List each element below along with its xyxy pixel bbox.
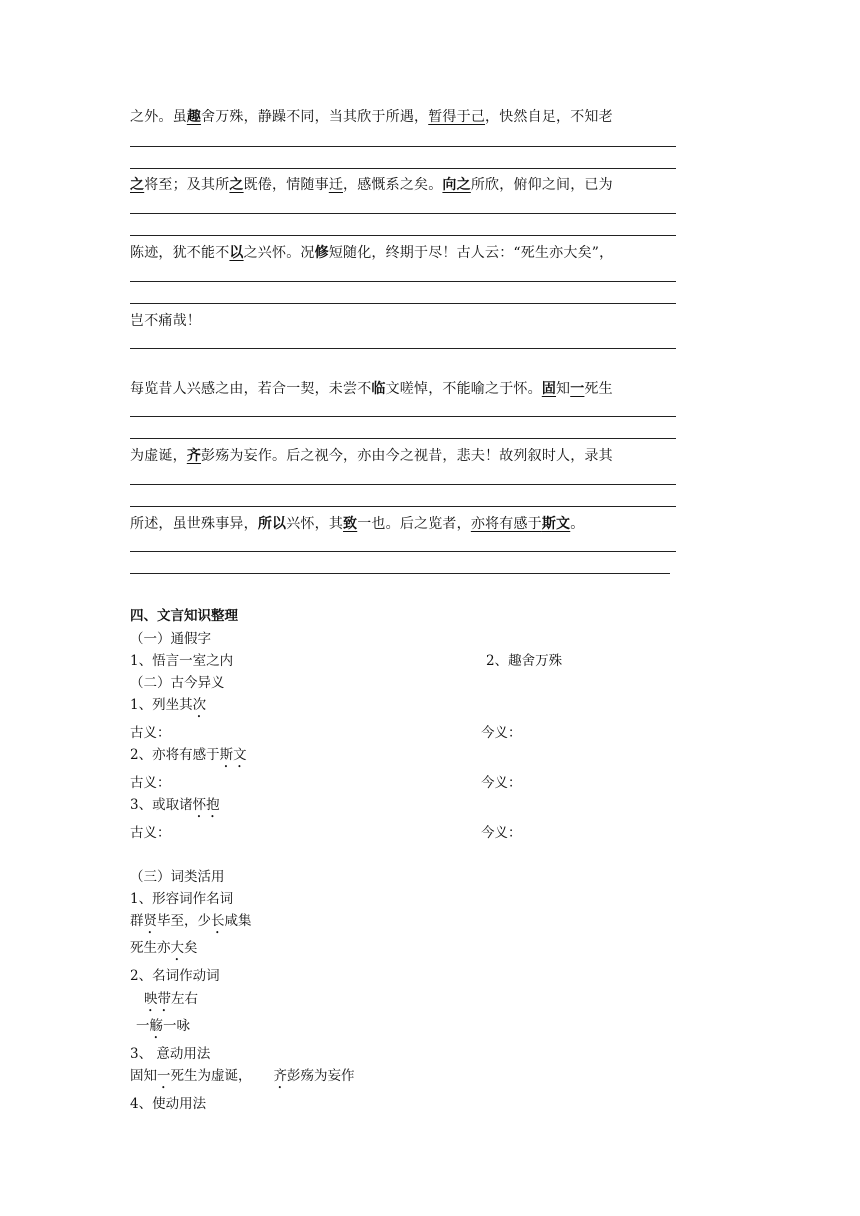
text: 彭殇为妄作 bbox=[287, 1068, 355, 1084]
key-word: 所以 bbox=[257, 516, 287, 532]
tongjia-item-2: 2、趣舍万殊 bbox=[486, 653, 563, 669]
dotted-word: 一 bbox=[157, 1068, 171, 1084]
text: 2、亦将有感于 bbox=[130, 747, 220, 763]
cilei-sub-2: 2、名词作动词 bbox=[130, 968, 220, 984]
gu-label: 古义： bbox=[130, 775, 171, 791]
writing-rule bbox=[130, 303, 676, 304]
text: 死生为虚诞， bbox=[170, 1068, 252, 1084]
dotted-word: 怀抱 bbox=[192, 797, 220, 813]
cilei-example bbox=[130, 1064, 355, 1092]
cilei-sub-3: 3、 意动用法 bbox=[130, 1046, 211, 1062]
writing-rule bbox=[130, 168, 676, 169]
key-word: 之 bbox=[130, 177, 145, 193]
dotted-word: 大 bbox=[170, 940, 184, 956]
key-word: 趣 bbox=[186, 109, 202, 125]
key-word: 迁 bbox=[328, 177, 344, 193]
key-word: 向之 bbox=[442, 177, 471, 193]
writing-rule bbox=[130, 573, 670, 574]
writing-rule bbox=[130, 438, 676, 439]
text: ，快然自足，不知老 bbox=[485, 109, 613, 125]
text: 群 bbox=[130, 913, 144, 929]
text: 1、列坐其 bbox=[130, 697, 193, 713]
text: 知 bbox=[556, 381, 571, 397]
dotted-word: 觞 bbox=[149, 1018, 163, 1034]
jin-label: 今义： bbox=[481, 775, 522, 791]
text: 一 bbox=[136, 1018, 150, 1034]
cilei-example bbox=[130, 936, 198, 964]
text: 短随化，终期于尽！古人云：“死生亦大矣”， bbox=[328, 245, 614, 261]
passage-line-3 bbox=[130, 242, 613, 262]
gujin-item-1 bbox=[130, 693, 206, 721]
dotted-word: 带 bbox=[157, 991, 171, 1007]
writing-rule bbox=[130, 146, 676, 147]
key-word: 斯文 bbox=[541, 516, 571, 532]
writing-rule bbox=[130, 235, 676, 236]
writing-rule bbox=[130, 348, 676, 349]
text: 舍万殊，静躁不同，当其欣于所遇， bbox=[201, 109, 429, 125]
passage-line-7 bbox=[130, 513, 584, 533]
cilei-sub-4: 4、使动用法 bbox=[130, 1096, 207, 1112]
subsection-title: （三）词类活用 bbox=[130, 869, 225, 885]
key-word: 固 bbox=[541, 381, 557, 397]
gujin-item-2 bbox=[130, 743, 247, 771]
key-word: 修 bbox=[314, 245, 329, 261]
gu-label: 古义： bbox=[130, 825, 171, 841]
writing-rule bbox=[130, 281, 676, 282]
dotted-word: 齐 bbox=[273, 1068, 287, 1084]
key-word: 致 bbox=[343, 516, 358, 532]
text: 所欣，俯仰之间，已为 bbox=[470, 177, 613, 193]
text: 既倦，情随事 bbox=[243, 177, 329, 193]
writing-rule bbox=[130, 506, 676, 507]
dotted-word: 次 bbox=[192, 697, 207, 713]
text: 一咏 bbox=[163, 1018, 190, 1034]
text: 左右 bbox=[171, 991, 198, 1007]
jin-label: 今义： bbox=[481, 725, 522, 741]
text: 所述，虽世殊事异， bbox=[130, 516, 258, 532]
key-word: 齐 bbox=[186, 448, 202, 464]
text: 每览昔人兴感之由，若合一契，未尝不 bbox=[130, 381, 372, 397]
passage-line-4: 岂不痛哉！ bbox=[130, 313, 201, 329]
gujin-item-3 bbox=[130, 793, 220, 821]
text: 死生亦 bbox=[130, 940, 171, 956]
jin-label: 今义： bbox=[481, 825, 522, 841]
text: 。 bbox=[570, 516, 585, 532]
text: 固知 bbox=[130, 1068, 157, 1084]
dotted-word: 斯文 bbox=[219, 747, 247, 763]
text: 彭殇为妄作。后之视今，亦由今之视昔，悲夫！故列叙时人，录其 bbox=[201, 448, 613, 464]
gu-label: 古义： bbox=[130, 725, 171, 741]
writing-rule bbox=[130, 416, 676, 417]
text: 毕至，少 bbox=[157, 913, 211, 929]
key-word: 之 bbox=[229, 177, 244, 193]
key-phrase: 暂得于己 bbox=[428, 109, 486, 125]
text: 矣 bbox=[184, 940, 198, 956]
cilei-example bbox=[144, 987, 198, 1015]
tongjia-item-1: 1、悟言一室之内 bbox=[130, 653, 234, 669]
passage-line-2 bbox=[130, 174, 613, 194]
text: 一也。后之览者， bbox=[357, 516, 471, 532]
text: ，感慨系之矣。 bbox=[343, 177, 443, 193]
writing-rule bbox=[130, 551, 676, 552]
passage-line-5 bbox=[130, 378, 613, 398]
text: 3、或取诸 bbox=[130, 797, 193, 813]
text: 兴怀，其 bbox=[286, 516, 344, 532]
writing-rule bbox=[130, 484, 676, 485]
text: 之兴怀。况 bbox=[243, 245, 315, 261]
dotted-word: 长 bbox=[211, 913, 225, 929]
section-heading: 四、文言知识整理 bbox=[130, 608, 238, 624]
key-phrase: 亦将有感于 bbox=[470, 516, 542, 532]
dotted-word: 映 bbox=[144, 991, 158, 1007]
passage-line-6 bbox=[130, 445, 613, 465]
writing-rule bbox=[130, 213, 676, 214]
subsection-title: （二）古今异义 bbox=[130, 675, 225, 691]
cilei-sub-1: 1、形容词作名词 bbox=[130, 891, 234, 907]
key-word: 以 bbox=[229, 245, 244, 261]
subsection-title: （一）通假字 bbox=[130, 631, 211, 647]
key-word: 临 bbox=[371, 381, 386, 397]
cilei-example bbox=[136, 1014, 190, 1042]
text: 将至；及其所 bbox=[144, 177, 230, 193]
text: 之外。虽 bbox=[130, 109, 187, 125]
key-word: 一 bbox=[570, 381, 585, 397]
text: 陈迹，犹不能不 bbox=[130, 245, 230, 261]
passage-line-1 bbox=[130, 106, 613, 126]
text: 文嗟悼，不能喻之于怀。 bbox=[385, 381, 542, 397]
cilei-example bbox=[130, 909, 252, 937]
text: 咸集 bbox=[224, 913, 252, 929]
text: 死生 bbox=[584, 381, 613, 397]
text: 为虚诞， bbox=[130, 448, 187, 464]
dotted-word: 贤 bbox=[143, 913, 157, 929]
